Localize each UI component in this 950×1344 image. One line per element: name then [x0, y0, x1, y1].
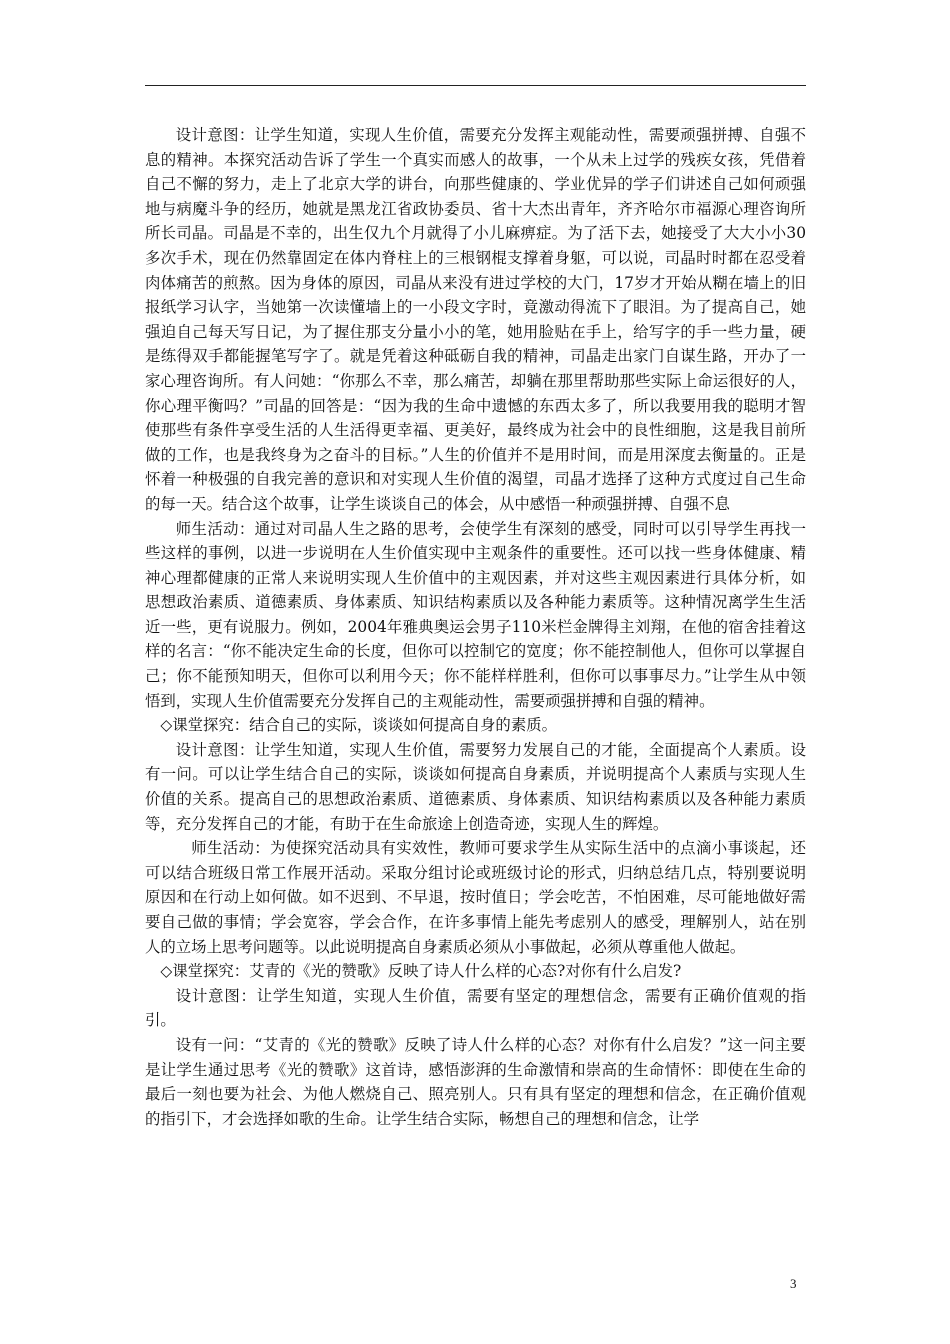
paragraph-teacher-activity-1: 师生活动：通过对司晶人生之路的思考，会使学生有深刻的感受，同时可以引导学生再找一些这样的事例，以进一步说明在人生价值实现中主观条件的重要性。还可以找一些身体健康、精神心理都健康的正常人来说明实现人生价值中的主观因素，并对这些主观因素进行具体分析，如思想政治素质、道德素质、身体素质、知识结构素质以及各种能力素质等。这种情况离学生生活近一些，更有说服力。例如，2004年雅典奥运会男子110米栏金牌得主刘翔，在他的宿舍挂着这样的名言：“你不能决定生命的长度，但你可以控制它的宽度；你不能控制他人，但你可以掌握自己；你不能预知明天，但你可以利用今天；你不能样样胜利，但你可以事事尽力。”让学生从中领悟到，实现人生价值需要充分发挥自己的主观能动性，需要顽强拼搏和自强的精神。 — [145, 519, 806, 710]
paragraph-teacher-activity-2: 师生活动：为使探究活动具有实效性，教师可要求学生从实际生活中的点滴小事谈起，还可以结合班级日常工作展开活动。采取分组讨论或班级讨论的形式，归纳总结几点，特别要说明原因和在行动上如何做。如不迟到、不早退，按时值日；学会吃苦，不怕困难，尽可能地做好需要自己做的事情；学会宽容，学会合作，在许多事情上能先考虑别人的感受，理解别人，站在别人的立场上思考问题等。以此说明提高自身素质必须从小事做起，必须从尊重他人做起。 — [145, 839, 806, 956]
paragraph-design-intent-2: 设计意图：让学生知道，实现人生价值，需要努力发展自己的才能，全面提高个人素质。设有一问。可以让学生结合自己的实际，谈谈如何提高自身素质，并说明提高个人素质与实现人生价值的关系。提高自己的思想政治素质、道德素质、身体素质、知识结构素质以及各种能力素质等，充分发挥自己的才能，有助于在生命旅途上创造奇迹，实现人生的辉煌。 — [145, 740, 806, 833]
header-rule — [145, 85, 806, 86]
paragraph-class-inquiry-1: ◇课堂探究：结合自己的实际，谈谈如何提高自身的素质。 — [160, 716, 557, 735]
paragraph-class-inquiry-2: ◇课堂探究：艾青的《光的赞歌》反映了诗人什么样的心态?对你有什么启发? — [160, 962, 682, 981]
page-number: 3 — [790, 1276, 797, 1291]
paragraph-design-intent-1: 设计意图：让学生知道，实现人生价值，需要充分发挥主观能动性，需要顽强拼搏、自强不息的精神。本探究活动告诉了学生一个真实而感人的故事，一个从未上过学的残疾女孩，凭借着自己不懈的努力，走上了北京大学的讲台，向那些健康的、学业优异的学子们讲述自己如何顽强地与病魔斗争的经历，她就是黑龙江省政协委员、省十大杰出青年，齐齐哈尔市福源心理咨询所所长司晶。司晶是不幸的，出生仅九个月就得了小儿麻痹症。为了活下去，她接受了大大小小30多次手术，现在仍然靠固定在体内脊柱上的三根钢棍支撑着身躯，可以说，司晶时时都在忍受着肉体痛苦的煎熬。因为身体的原因，司晶从来没有进过学校的大门，17岁才开始从糊在墙上的旧报纸学习认字，当她第一次读懂墙上的一小段文字时，竟激动得流下了眼泪。为了提高自己，她强迫自己每天写日记，为了握住那支分量小小的笔，她用脸贴在手上，给写字的手一些力量，硬是练得双手都能握笔写字了。就是凭着这种砥砺自我的精神，司晶走出家门自谋生路，开办了一家心理咨询所。有人问她：“你那么不幸，那么痛苦，却躺在那里帮助那些实际上命运很好的人，你心理平衡吗？”司晶的回答是：“因为我的生命中遗憾的东西太多了，所以我要用我的聪明才智使那些有条件享受生活的人生活得更幸福、更美好，最终成为社会中的良性细胞，这是我目前所做的工作，也是我终身为之奋斗的目标。”人生的价值并不是用时间，而是用深度去衡量的。正是怀着一种极强的自我完善的意识和对实现人生价值的渴望，司晶才选择了这种方式度过自己生命的每一天。结合这个故事，让学生谈谈自己的体会，从中感悟一种顽强拼搏、自强不息 — [145, 126, 806, 513]
document-body — [145, 123, 806, 1131]
paragraph-question-analysis: 设有一问：“艾青的《光的赞歌》反映了诗人什么样的心态？对你有什么启发？”这一问主要是让学生通过思考《光的赞歌》这首诗，感悟澎湃的生命激情和崇高的生命情怀：即使在生命的最后一刻也要为社会、为他人燃烧自己、照亮别人。只有具有坚定的理想和信念，在正确价值观的指引下，才会选择如歌的生命。让学生结合实际，畅想自己的理想和信念，让学 — [145, 1035, 806, 1128]
paragraph-design-intent-3: 设计意图：让学生知道，实现人生价值，需要有坚定的理想信念，需要有正确价值观的指引。 — [145, 986, 806, 1030]
